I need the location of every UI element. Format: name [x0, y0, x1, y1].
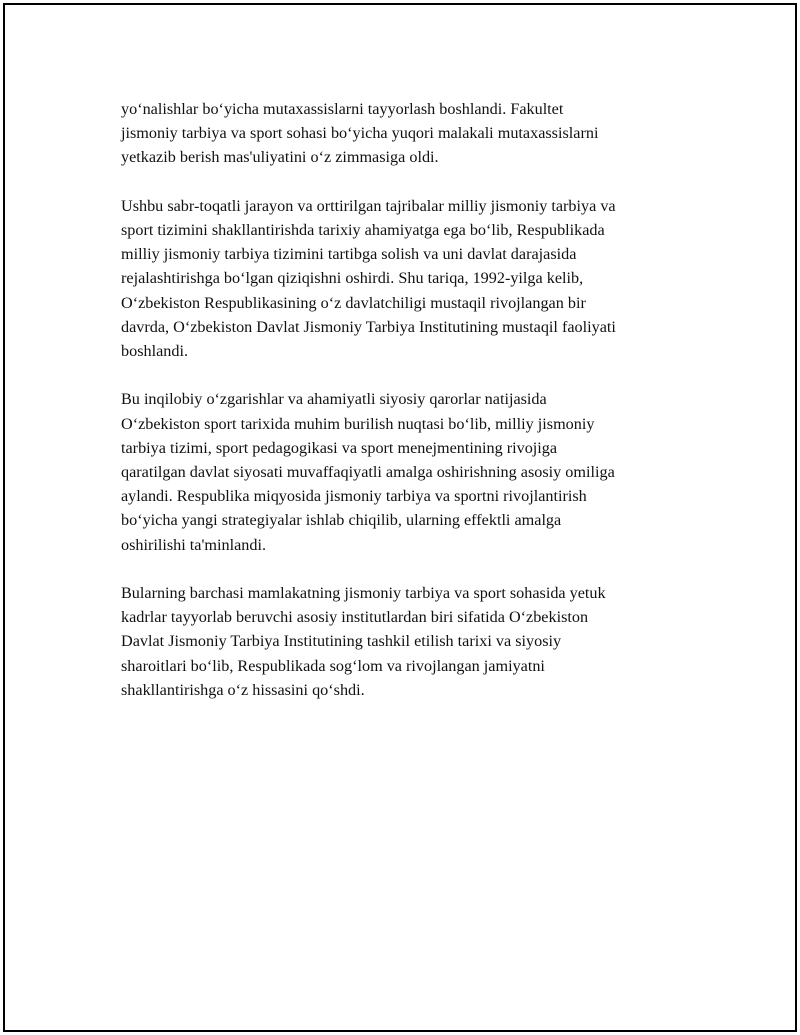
paragraph-2: Ushbu sabr-toqatli jarayon va orttirilgan tajribalar milliy jismoniy tarbiya va sport tizimini shakllantirishda tarixiy ahamiyatga ega bo‘lib, Respublikada milliy jismoniy tarbiya tizimini tartibga solish va uni davlat darajasida rejalashtirishga bo‘lgan qiziqishni oshirdi. Shu tariqa, 1992-yilga kelib, O‘zbekiston Respublikasining o‘z davlatchiligi mustaqil rivojlangan bir davrda, O‘zbekiston Davlat Jismoniy Tarbiya Institutining mustaqil faoliyati boshlandi.	[121, 196, 616, 361]
paragraph-1: yo‘nalishlar bo‘yicha mutaxassislarni tayyorlash boshlandi. Fakultet jismoniy tarbiya va sport sohasi bo‘yicha yuqori malakali mutaxassislarni yetkazib berish mas'uliyatini o‘z zimmasiga oldi.	[121, 100, 599, 167]
paragraph-4: Bularning barchasi mamlakatning jismoniy tarbiya va sport sohasida yetuk kadrlar tayyorlab beruvchi asosiy institutlardan biri sifatida O‘zbekiston Davlat Jismoniy Tarbiya Institutining tashkil etilish tarixi va siyosiy sharoitlari bo‘lib, Respublikada sog‘lom va rivojlangan jamiyatni shakllantirishga o‘z hissasini qo‘shdi.	[121, 584, 606, 699]
page-frame	[3, 3, 797, 1032]
paragraph-3: Bu inqilobiy o‘zgarishlar va ahamiyatli siyosiy qarorlar natijasida O‘zbekiston sport tarixida muhim burilish nuqtasi bo‘lib, milliy jismoniy tarbiya tizimi, sport pedagogikasi va sport menejmentining rivojiga qaratilgan davlat siyosati muvaffaqiyatli amalga oshirishning asosiy omiliga aylandi. Respublika miqyosida jismoniy tarbiya va sportni rivojlantirish bo‘yicha yangi strategiyalar ishlab chiqilib, ularning effektli amalga oshirilishi ta'minlandi.	[121, 390, 615, 554]
document-body	[121, 97, 701, 726]
